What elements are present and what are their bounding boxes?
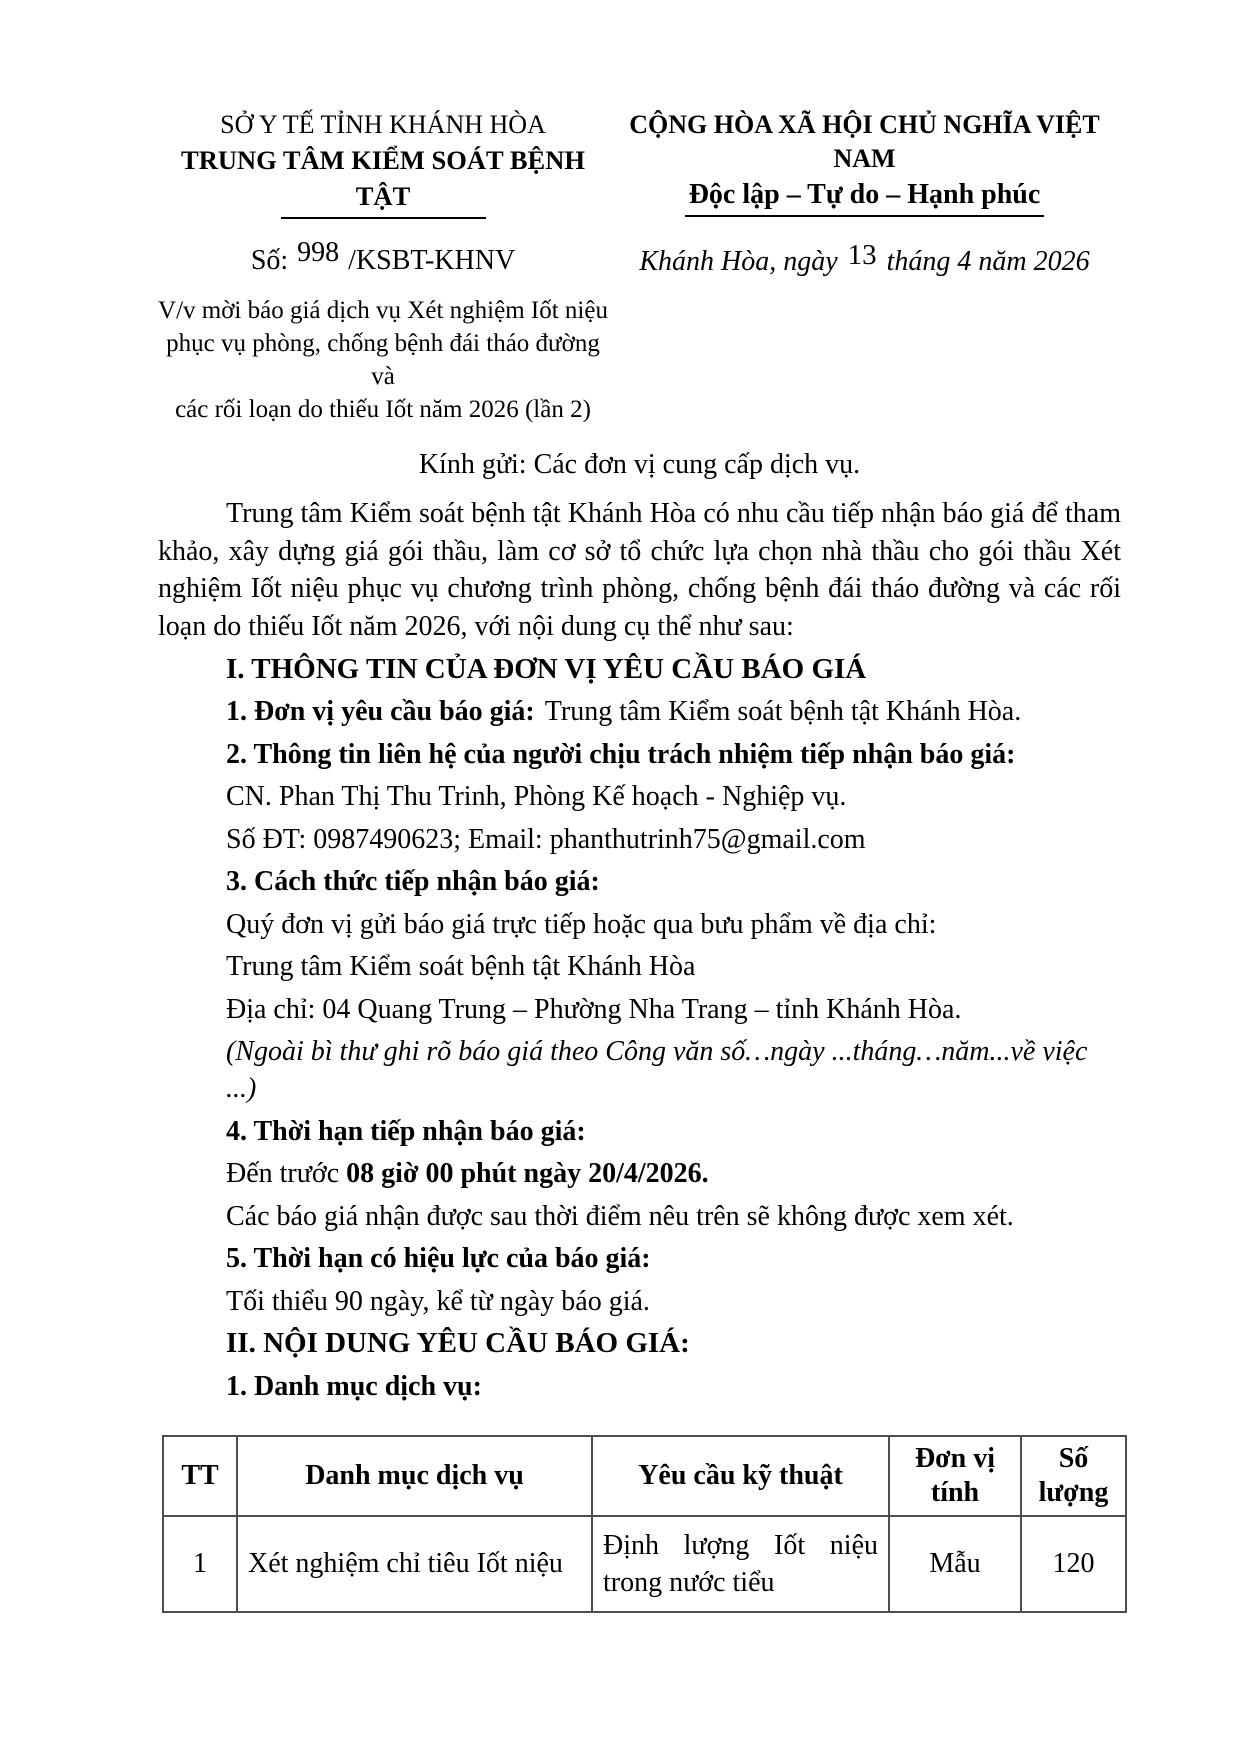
subject-line-2: phục vụ phòng, chống bệnh đái tháo đường và <box>166 330 600 390</box>
national-title: CỘNG HÒA XÃ HỘI CHỦ NGHĨA VIỆT NAM <box>629 110 1100 173</box>
national-header-block <box>608 108 1121 219</box>
section1-item1 <box>158 693 1121 730</box>
cell-unit: Mẫu <box>889 1516 1021 1612</box>
envelope-note: (Ngoài bì thư ghi rõ báo giá theo Công văn số…ngày ...tháng…năm...về việc ...) <box>226 1036 1088 1104</box>
dateline-day: 13 <box>847 239 877 271</box>
section1-item4-label: 4. Thời hạn tiếp nhận báo giá: <box>226 1115 586 1147</box>
contact-phone-email: Số ĐT: 0987490623; Email: phanthutrinh75@gmail.com <box>226 823 866 855</box>
intro-paragraph: Trung tâm Kiểm soát bệnh tật Khánh Hòa có nhu cầu tiếp nhận báo giá để tham khảo, xây dựng giá gói thầu, làm cơ sở tổ chức lựa chọn nhà thầu cho gói thầu Xét nghiệm Iốt niệu phục vụ chương trình phòng, chống bệnh đái tháo đường và các rối loạn do thiếu Iốt năm 2026, với nội dung cụ thể như sau: <box>158 498 1121 642</box>
doc-number-label: Số: <box>250 245 289 276</box>
salutation: Kính gửi: Các đơn vị cung cấp dịch vụ. <box>418 449 861 480</box>
table-header-row <box>163 1436 1126 1516</box>
masthead <box>158 108 1121 219</box>
section2-title: II. NỘI DUNG YÊU CẦU BÁO GIÁ: <box>226 1327 690 1359</box>
dateline-suffix: tháng 4 năm 2026 <box>886 246 1090 277</box>
subject-line-1: V/v mời báo giá dịch vụ Xét nghiệm Iốt niệu <box>158 297 608 324</box>
deadline-prefix: Đến trước <box>226 1158 340 1189</box>
col-header-tt: TT <box>163 1436 237 1516</box>
parent-agency-name: SỞ Y TẾ TỈNH KHÁNH HÒA <box>220 110 546 139</box>
dateline-prefix: Khánh Hòa, ngày <box>639 246 838 277</box>
col-header-service: Danh mục dịch vụ <box>237 1436 592 1516</box>
col-header-unit: Đơn vị tính <box>889 1436 1021 1516</box>
section1-title: I. THÔNG TIN CỦA ĐƠN VỊ YÊU CẦU BÁO GIÁ <box>226 652 867 685</box>
item1-text: Trung tâm Kiểm soát bệnh tật Khánh Hòa. <box>544 696 1022 727</box>
doc-number-value: 998 <box>297 237 340 268</box>
issuing-agency-block <box>158 108 608 219</box>
reference-row <box>158 237 1121 282</box>
service-table <box>162 1435 1127 1613</box>
col-header-tech: Yêu cầu kỹ thuật <box>592 1436 889 1516</box>
table-row <box>163 1516 1126 1612</box>
cell-tt: 1 <box>163 1516 237 1612</box>
agency-divider <box>281 217 486 219</box>
section1-item3-label: 3. Cách thức tiếp nhận báo giá: <box>226 866 600 897</box>
doc-number-suffix: /KSBT-KHNV <box>348 245 516 276</box>
item3-line3: Địa chỉ: 04 Quang Trung – Phường Nha Trang – tỉnh Khánh Hòa. <box>226 993 962 1025</box>
item1-label: 1. Đơn vị yêu cầu báo giá: <box>226 696 535 727</box>
cell-tech: Định lượng Iốt niệu trong nước tiểu <box>592 1516 889 1612</box>
section1-item2-label: 2. Thông tin liên hệ của người chịu trách nhiệm tiếp nhận báo giá: <box>226 738 1016 770</box>
item3-line1: Quý đơn vị gửi báo giá trực tiếp hoặc qua bưu phẩm về địa chỉ: <box>226 908 937 940</box>
cell-qty: 120 <box>1021 1516 1126 1612</box>
subject-line-3: các rối loạn do thiếu Iốt năm 2026 (lần 2) <box>175 396 591 423</box>
cell-service: Xét nghiệm chỉ tiêu Iốt niệu <box>237 1516 592 1612</box>
item3-line2: Trung tâm Kiểm soát bệnh tật Khánh Hòa <box>226 951 696 982</box>
section1-item5-label: 5. Thời hạn có hiệu lực của báo giá: <box>226 1243 651 1274</box>
doc-number-line <box>158 237 608 282</box>
contact-name: CN. Phan Thị Thu Trinh, Phòng Kế hoạch - Nghiệp vụ. <box>226 781 847 812</box>
deadline-line <box>158 1155 1121 1192</box>
subject-block <box>158 294 608 426</box>
section2-sub1: 1. Danh mục dịch vụ: <box>226 1370 482 1402</box>
deadline-value: 08 giờ 00 phút ngày 20/4/2026. <box>346 1158 709 1189</box>
national-motto: Độc lập – Tự do – Hạnh phúc <box>685 178 1045 217</box>
col-header-qty: Số lượng <box>1021 1436 1126 1516</box>
dateline <box>608 241 1121 282</box>
agency-name: TRUNG TÂM KIỂM SOÁT BỆNH TẬT <box>181 145 585 211</box>
validity-text: Tối thiểu 90 ngày, kể từ ngày báo giá. <box>226 1285 650 1317</box>
late-quotes-note: Các báo giá nhận được sau thời điểm nêu trên sẽ không được xem xét. <box>226 1200 1014 1232</box>
